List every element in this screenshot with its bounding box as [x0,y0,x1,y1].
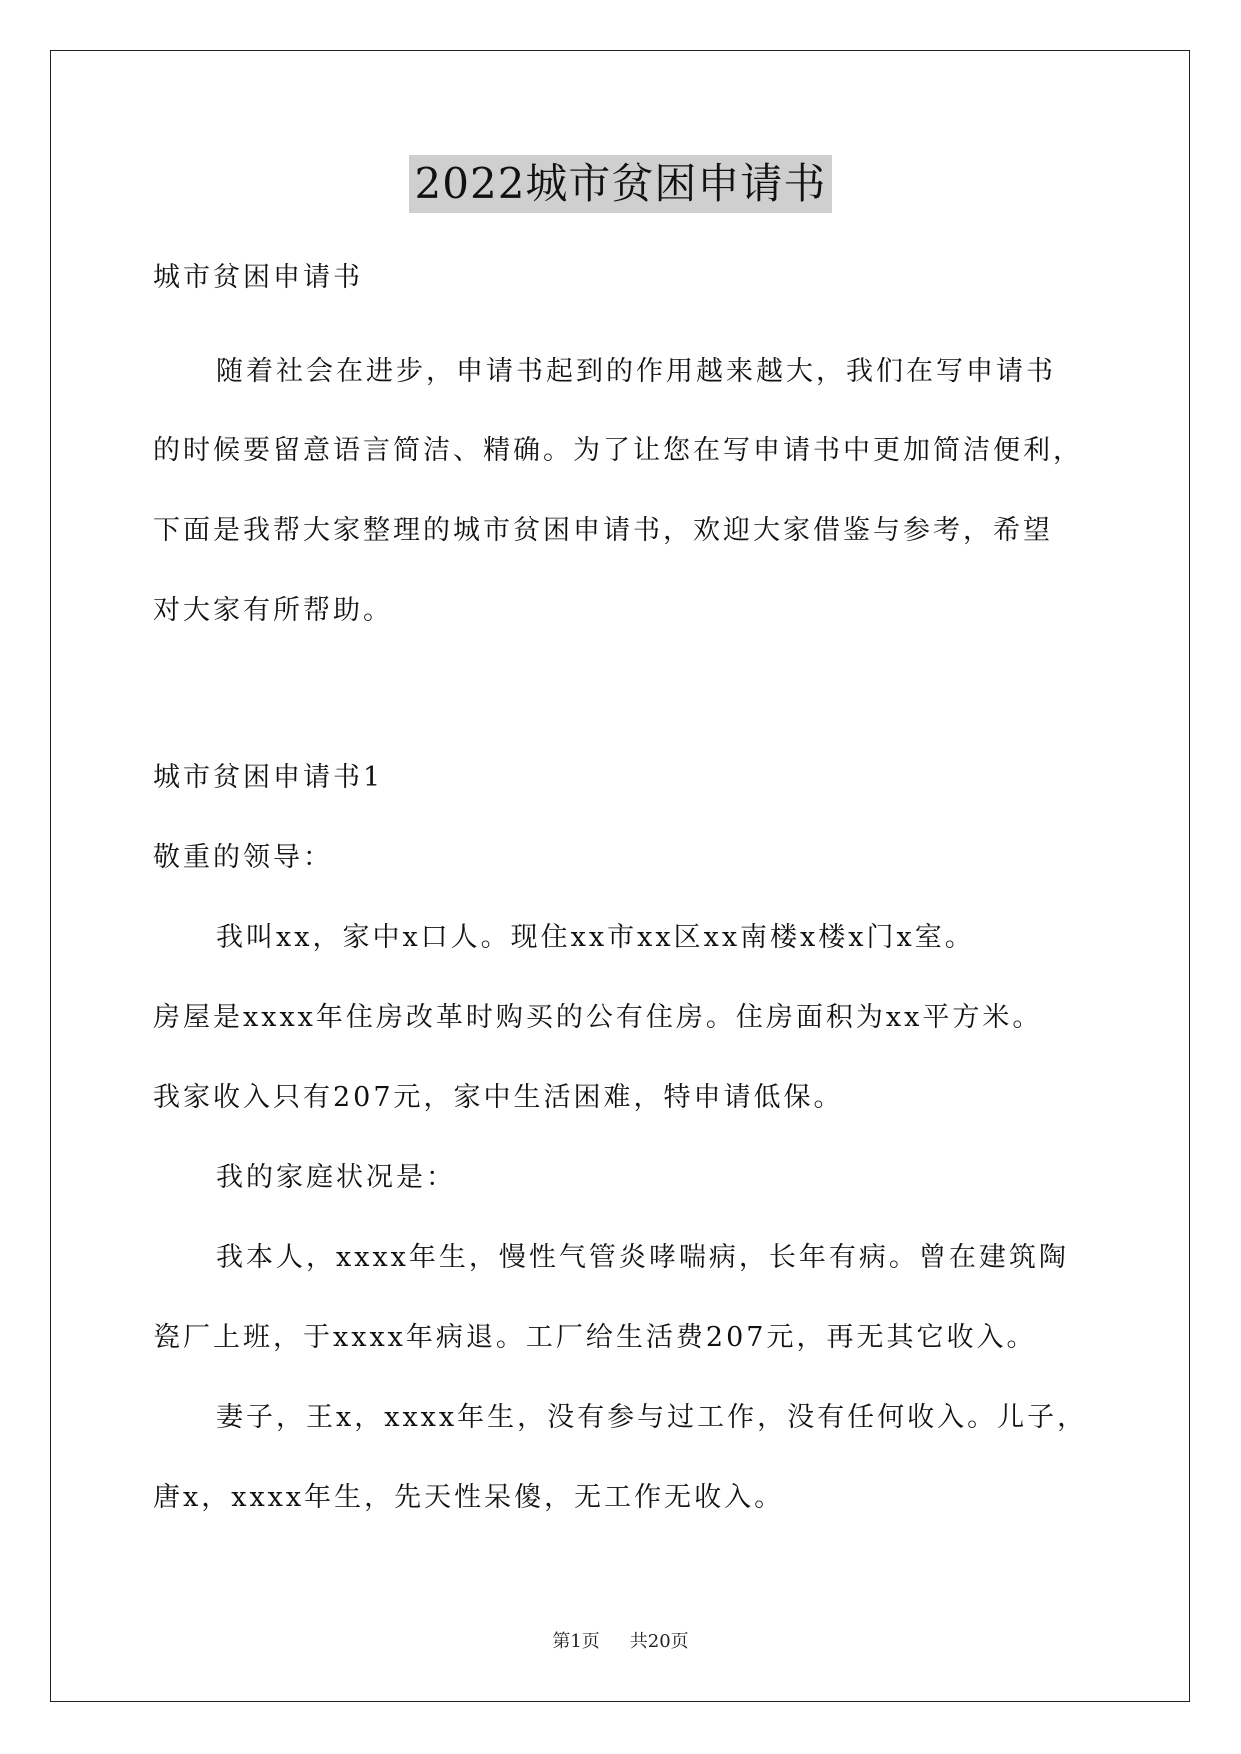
paragraph-line: 瓷厂上班，于xxxx年病退。工厂给生活费207元，再无其它收入。 [153,1322,1037,1353]
paragraph-line: 我的家庭状况是： [216,1162,456,1193]
salutation: 敬重的领导： [153,842,333,873]
page-total: 共20页 [629,1631,689,1652]
paragraph-line: 的时候要留意语言简洁、精确。为了让您在写申请书中更加简洁便利， [153,435,1083,466]
paragraph-line: 妻子，王x，xxxx年生，没有参与过工作，没有任何收入。儿子， [216,1402,1088,1433]
document-title: 2022城市贫困申请书 [409,155,833,213]
paragraph-line: 房屋是xxxx年住房改革时购买的公有住房。住房面积为xx平方米。 [153,1002,1043,1033]
subtitle-line: 城市贫困申请书 [153,262,363,293]
section-heading: 城市贫困申请书1 [153,762,384,793]
paragraph-line: 下面是我帮大家整理的城市贫困申请书，欢迎大家借鉴与参考，希望 [153,515,1053,546]
paragraph-line: 我叫xx，家中x口人。现住xx市xx区xx南楼x楼x门x室。 [216,922,975,953]
paragraph-line: 我家收入只有207元，家中生活困难，特申请低保。 [153,1082,844,1113]
paragraph-line: 对大家有所帮助。 [153,595,393,626]
paragraph-line: 唐x，xxxx年生，先天性呆傻，无工作无收入。 [153,1482,785,1513]
paragraph-line: 随着社会在进步，申请书起到的作用越来越大，我们在写申请书 [216,356,1056,387]
page-footer [0,1630,1241,1654]
page-number: 第1页 [552,1631,600,1652]
paragraph-line: 我本人，xxxx年生，慢性气管炎哮喘病，长年有病。曾在建筑陶 [216,1242,1069,1273]
title-container [0,155,1241,213]
